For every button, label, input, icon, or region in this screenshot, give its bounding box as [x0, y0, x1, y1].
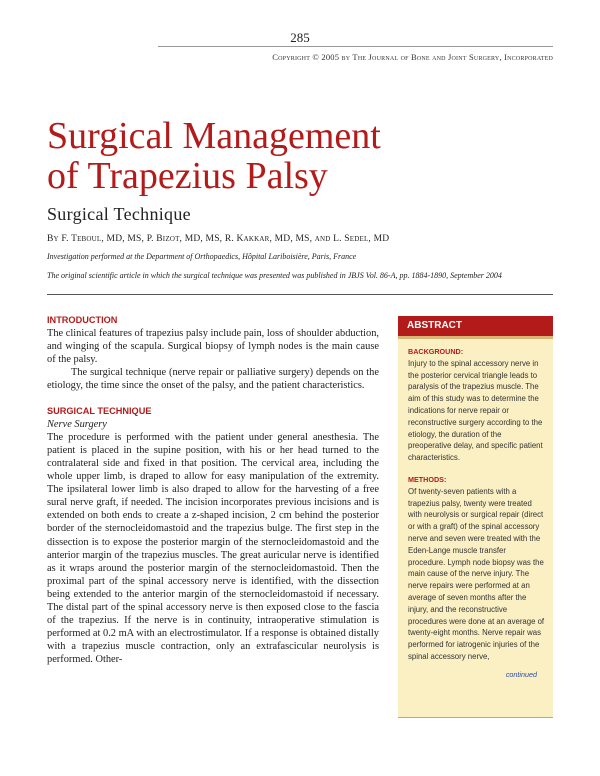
article-title: [47, 116, 381, 196]
author-byline: By F. Teboul, MD, MS, P. Bizot, MD, MS, R. Kakkar, MD, MS, and L. Sedel, MD: [47, 234, 390, 244]
nerve-surgery-subheading: Nerve Surgery: [47, 418, 107, 430]
introduction-heading: INTRODUCTION: [47, 315, 118, 325]
abstract-body: [398, 339, 553, 681]
abstract-background-text: Injury to the spinal accessory nerve in the posterior cervical triangle leads to paralysis of the trapezius muscle. The aim of this study was to determine the indications for nerve repair or reconstructive surgery according to the etiology, the duration of the preoperative delay, and specific patient characteristics.: [408, 358, 543, 463]
copyright-line: Copyright © 2005 by The Journal of Bone and Joint Surgery, Incorporated: [272, 52, 553, 62]
continued-link[interactable]: continued: [505, 669, 537, 679]
header-rule: [158, 46, 553, 47]
abstract-background-label: BACKGROUND:: [408, 347, 464, 356]
original-article-note: The original scientific article in which the surgical technique was presented was published in JBJS Vol. 86-A, pp. 1884-1890, September 2004: [47, 271, 502, 280]
title-line-1: Surgical Management: [47, 115, 381, 157]
abstract-methods-label: METHODS:: [408, 474, 447, 484]
intro-paragraph-1: The clinical features of trapezius palsy include pain, loss of shoulder abduction, and winging of the scapula. Surgical biopsy of lymph nodes is the main cause of the palsy.: [47, 328, 379, 366]
title-line-2: of Trapezius Palsy: [47, 155, 328, 197]
abstract-methods-text: Of twenty-seven patients with a trapezius palsy, twenty were treated with neurolysis or surgical repair (direct or with a graft) of the spinal accessory nerve and seven were treated with the Eden-Lange muscle transfer procedure. Lymph node biopsy was the main cause of the nerve injury. The nerve repairs were performed at an average of seven months after the injury, and the reconstructive procedures were done at an average of twenty-eight months. Nerve repair was performed for iatrogenic injuries of the spinal accessory nerve,: [408, 486, 545, 661]
nerve-surgery-paragraph: The procedure is performed with the patient under general anesthesia. The patient is placed in the supine position, with his or her head turned to the contralateral side and fixed in that position. The cervical area, including the whole upper limb, is draped to allow for easy manipulation of the extremity. The ipsilateral lower limb is also draped to allow for the harvesting of a free sural nerve graft, if needed. The incision incorporates previous incisions and is extended on both ends to create a z-shaped incision, 2 cm behind the posterior border of the sternocleidomastoid and the trapezius bulge. The first step in the dissection is to expose the posterior margin of the sternocleidomastoid and the anterior margin of the trapezius muscles. The great auricular nerve is identified as it wraps around the posterior margin of the sternocleidomastoid. Then the proximal part of the spinal accessory nerve is identified, with the dissection being extended to the anterior margin of the sternocleidomastoid if necessary. The distal part of the spinal accessory nerve is then exposed close to the fascia of the trapezius. If the nerve is in continuity, intraoperative stimulation is performed at 0.2 mA with an electrostimulator. If a response is obtained distally with a trapezius muscle contraction, only an extrafascicular neurolysis is performed. Other-: [47, 431, 379, 666]
abstract-box: [398, 316, 553, 718]
section-divider: [47, 294, 553, 295]
main-text-column: [47, 314, 379, 666]
abstract-heading: ABSTRACT: [398, 316, 553, 339]
article-subtitle: Surgical Technique: [47, 204, 191, 224]
institution-note: Investigation performed at the Department of Orthopaedics, Hôpital Lariboisière, Paris, France: [47, 252, 357, 261]
page-number: 285: [290, 30, 310, 45]
surgical-technique-heading: SURGICAL TECHNIQUE: [47, 405, 152, 416]
intro-paragraph-2: The surgical technique (nerve repair or palliative surgery) depends on the etiology, the time since the onset of the palsy, and the patient characteristics.: [47, 367, 379, 392]
